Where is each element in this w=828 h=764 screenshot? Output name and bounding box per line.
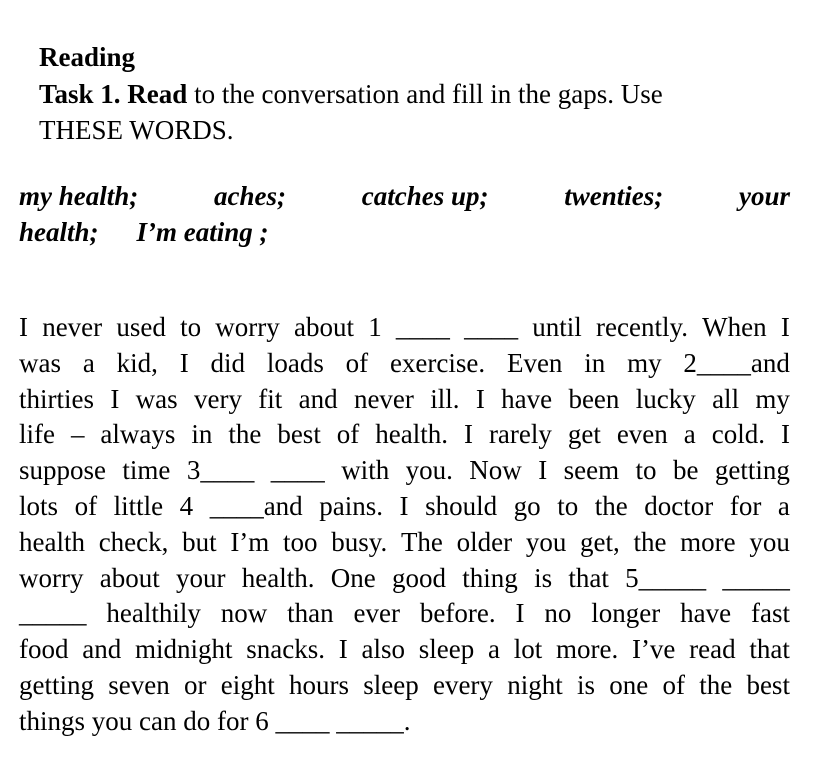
- passage-word: even: [616, 419, 668, 450]
- passage-word: is: [534, 562, 553, 593]
- passage-word: been: [568, 383, 620, 414]
- passage-word: One: [330, 562, 376, 593]
- passage-line: [19, 417, 790, 453]
- passage-word: sleep: [363, 669, 419, 700]
- passage-line: [19, 489, 790, 525]
- passage-word: be: [672, 455, 699, 486]
- passage-word: very: [193, 383, 242, 414]
- passage-word: in: [584, 347, 606, 378]
- passage-word: I: [780, 419, 790, 450]
- passage-word: more.: [555, 634, 619, 665]
- passage-word: 2____and: [683, 347, 790, 378]
- passage-word: my: [755, 383, 790, 414]
- passage-word: 4: [179, 490, 194, 521]
- passage-word: seven: [108, 669, 170, 700]
- passage-word: health.: [375, 419, 448, 450]
- word-bank-item: health;: [19, 217, 99, 247]
- passage-word: get,: [580, 526, 620, 557]
- passage-word: you: [749, 526, 790, 557]
- passage-word: ____: [395, 312, 450, 342]
- passage-word: snacks.: [246, 634, 325, 665]
- section-heading: Reading: [39, 42, 136, 72]
- passage-word: fit: [258, 383, 283, 414]
- passage-word: never: [42, 312, 103, 342]
- passage-word: used: [116, 312, 166, 342]
- passage-word: lucky: [635, 383, 696, 414]
- passage-line: [19, 453, 790, 489]
- passage-word: a: [487, 634, 500, 665]
- passage-word: about: [99, 562, 160, 593]
- passage-word: to: [557, 490, 579, 521]
- passage-word: kid,: [116, 347, 158, 378]
- passage-word: until: [532, 312, 582, 342]
- passage-word: is: [576, 669, 595, 700]
- passage-word: the: [594, 490, 628, 521]
- reading-passage: [19, 310, 790, 740]
- passage-word: the: [699, 669, 733, 700]
- task-instruction: [39, 76, 790, 148]
- word-bank-item: your: [738, 181, 790, 211]
- passage-word: have: [501, 383, 553, 414]
- passage-word: getting: [714, 455, 790, 486]
- passage-word: go: [513, 490, 541, 521]
- word-bank-item: catches up;: [361, 181, 489, 211]
- passage-word: now: [220, 598, 268, 629]
- passage-word: check,: [98, 526, 169, 557]
- passage-word: read: [689, 634, 736, 665]
- passage-word: rarely: [488, 419, 552, 450]
- task-instruction-line2: THESE WORDS.: [39, 115, 234, 145]
- passage-word: sleep: [418, 634, 475, 665]
- passage-word: seem: [563, 455, 620, 486]
- passage-word: eight: [220, 669, 275, 700]
- passage-word: of: [74, 490, 98, 521]
- passage-word: and: [82, 634, 122, 665]
- passage-word: of: [345, 347, 369, 378]
- passage-word: ____and: [209, 490, 303, 521]
- passage-line: [19, 632, 790, 668]
- passage-word: lots: [19, 490, 59, 521]
- word-bank-row-1: [19, 178, 790, 214]
- passage-word: never: [353, 383, 414, 414]
- passage-word: more: [680, 526, 736, 557]
- passage-word: I: [515, 598, 525, 629]
- passage-word: healthily: [106, 598, 201, 629]
- passage-word: I: [338, 634, 348, 665]
- passage-line: [19, 596, 790, 632]
- word-bank-item: twenties;: [564, 181, 664, 211]
- passage-word: your: [176, 562, 226, 593]
- passage-word: did: [210, 347, 246, 378]
- passage-word: ____: [464, 312, 519, 342]
- passage-word: thirties: [19, 383, 94, 414]
- passage-word: Even: [506, 347, 563, 378]
- passage-word: about: [293, 312, 354, 342]
- passage-word: I: [179, 347, 189, 378]
- passage-word: no: [544, 598, 572, 629]
- passage-word: of: [336, 419, 360, 450]
- passage-word: too: [283, 526, 318, 557]
- passage-word: in: [191, 419, 213, 450]
- passage-word: hours: [288, 669, 349, 700]
- passage-word: was: [19, 347, 61, 378]
- passage-word: a: [82, 347, 95, 378]
- passage-word: busy.: [331, 526, 388, 557]
- passage-word: or: [183, 669, 207, 700]
- passage-word: of: [662, 669, 685, 700]
- passage-word: exercise.: [389, 347, 486, 378]
- passage-word: that: [568, 562, 609, 593]
- passage-word: one: [609, 669, 649, 700]
- passage-word: I: [19, 312, 28, 342]
- passage-word: before.: [419, 598, 496, 629]
- passage-word: 3____: [186, 455, 255, 486]
- passage-word: but: [182, 526, 217, 557]
- passage-word: midnight: [134, 634, 233, 665]
- passage-word: my: [627, 347, 662, 378]
- passage-line-last: things you can do for 6 ____ _____.: [19, 705, 411, 736]
- passage-word: fast: [751, 598, 790, 629]
- passage-word: I: [475, 383, 485, 414]
- passage-word: should: [425, 490, 498, 521]
- passage-line: [19, 346, 790, 382]
- passage-word: a: [683, 419, 696, 450]
- passage-word: also: [361, 634, 405, 665]
- passage-word: recently.: [596, 312, 688, 342]
- passage-word: little: [113, 490, 164, 521]
- passage-word: I: [110, 383, 120, 414]
- passage-word: you: [525, 526, 567, 557]
- passage-word: for: [729, 490, 762, 521]
- word-bank: [19, 178, 790, 250]
- passage-word: worry: [19, 562, 84, 593]
- passage-word: was: [135, 383, 178, 414]
- passage-word: worry: [215, 312, 280, 342]
- word-bank-row-2: [19, 214, 790, 250]
- passage-word: health.: [241, 562, 315, 593]
- passage-word: have: [680, 598, 732, 629]
- passage-word: suppose: [19, 455, 106, 486]
- passage-word: _____: [722, 562, 790, 593]
- passage-word: the: [228, 419, 262, 450]
- passage-word: all: [712, 383, 740, 414]
- passage-word: lot: [513, 634, 543, 665]
- passage-word: get: [567, 419, 601, 450]
- passage-word: every: [432, 669, 493, 700]
- passage-word: When: [702, 312, 767, 342]
- passage-word: you.: [405, 455, 453, 486]
- passage-word: _____: [19, 598, 87, 629]
- passage-word: life: [19, 419, 55, 450]
- passage-word: best: [746, 669, 790, 700]
- passage-word: longer: [591, 598, 661, 629]
- passage-word: always: [100, 419, 176, 450]
- passage-word: time: [122, 455, 171, 486]
- passage-word: to: [635, 455, 657, 486]
- passage-word: thing: [462, 562, 518, 593]
- passage-word: than: [287, 598, 334, 629]
- passage-word: 1: [368, 312, 382, 342]
- word-bank-item: I’m eating ;: [136, 217, 269, 247]
- passage-word: to: [180, 312, 202, 342]
- passage-word: night: [507, 669, 563, 700]
- passage-word: I’m: [230, 526, 270, 557]
- passage-word: health: [19, 526, 85, 557]
- passage-line: [19, 561, 790, 597]
- task-instruction-text: to the conversation and fill in the gaps. Use: [187, 79, 663, 109]
- passage-word: the: [633, 526, 667, 557]
- passage-word: best: [277, 419, 321, 450]
- passage-line: [19, 668, 790, 704]
- passage-word: ill.: [430, 383, 460, 414]
- passage-word: The: [400, 526, 443, 557]
- passage-word: older: [456, 526, 513, 557]
- passage-word: ____: [270, 455, 325, 486]
- passage-word: good: [392, 562, 447, 593]
- passage-line: [19, 382, 790, 418]
- passage-word: doctor: [644, 490, 714, 521]
- passage-word: with: [341, 455, 390, 486]
- passage-word: I’ve: [631, 634, 676, 665]
- passage-line: [19, 525, 790, 561]
- passage-word: 5_____: [625, 562, 707, 593]
- passage-word: getting: [19, 669, 94, 700]
- passage-word: –: [70, 419, 85, 450]
- passage-word: Now: [469, 455, 522, 486]
- task-label: Task 1. Read: [39, 79, 188, 109]
- passage-word: I: [463, 419, 473, 450]
- passage-word: loads: [266, 347, 324, 378]
- passage-word: a: [777, 490, 790, 521]
- passage-word: food: [19, 634, 69, 665]
- passage-word: and: [298, 383, 338, 414]
- word-bank-item: my health;: [19, 181, 139, 211]
- passage-word: that: [749, 634, 790, 665]
- word-bank-item: aches;: [214, 181, 286, 211]
- passage-word: I: [538, 455, 548, 486]
- passage-word: I: [399, 490, 409, 521]
- passage-word: cold.: [711, 419, 765, 450]
- passage-word: ever: [353, 598, 401, 629]
- passage-line: [19, 310, 790, 346]
- passage-word: I: [780, 312, 790, 342]
- passage-word: pains.: [319, 490, 383, 521]
